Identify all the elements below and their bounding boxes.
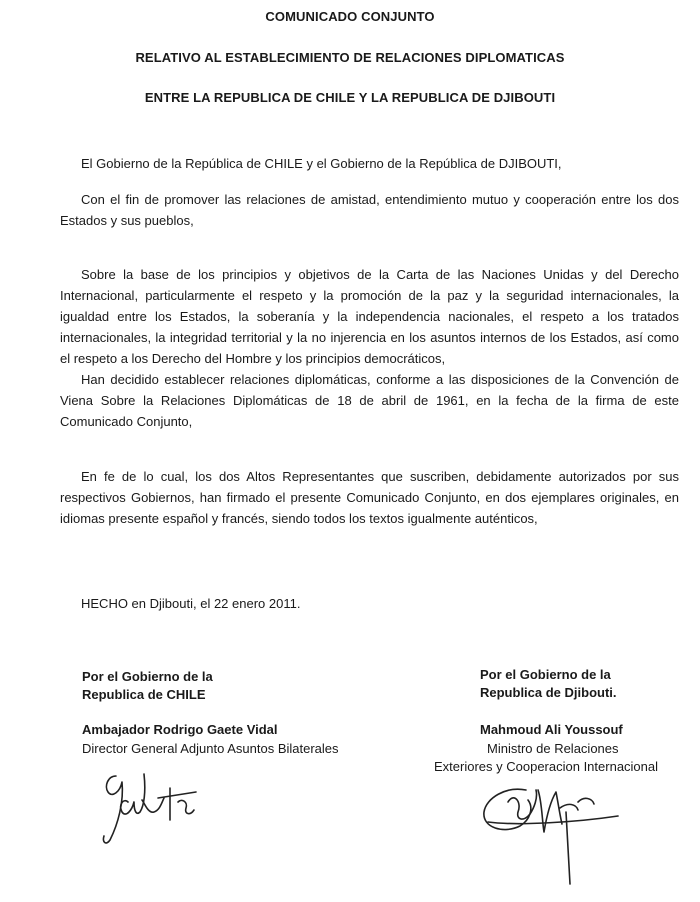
right-gov-line2: Republica de Djibouti. bbox=[480, 685, 617, 700]
header-title: COMUNICADO CONJUNTO bbox=[265, 9, 435, 24]
right-gov-line1: Por el Gobierno de la bbox=[480, 667, 611, 682]
header-parties: ENTRE LA REPUBLICA DE CHILE Y LA REPUBLICA DE DJIBOUTI bbox=[144, 90, 556, 105]
left-signature bbox=[98, 762, 218, 852]
header-subtitle: RELATIVO AL ESTABLECIMIENTO DE RELACIONES DIPLOMATICAS bbox=[135, 50, 565, 65]
right-signatory-name: Mahmoud Ali Youssouf bbox=[480, 722, 623, 737]
left-gov-line2: Republica de CHILE bbox=[82, 687, 206, 702]
paragraph-3: Sobre la base de los principios y objetivos de la Carta de las Naciones Unidas y del Derecho Internacional, particularmente el respeto y la promoción de la paz y la seguridad internacionales, la igualdad entre los Estados, la soberanía y la independencia nacionales, el respeto a los tratados internacionales, la integridad territorial y la no injerencia en los asuntos internos de los Estados, así como el respeto a los Derecho del Hombre y los principios democráticos, bbox=[60, 267, 679, 366]
right-signature bbox=[468, 772, 628, 892]
paragraph-1: El Gobierno de la República de CHILE y el Gobierno de la República de DJIBOUTI, bbox=[81, 156, 562, 171]
left-signatory-title: Director General Adjunto Asuntos Bilaterales bbox=[82, 741, 339, 756]
left-signatory-name: Ambajador Rodrigo Gaete Vidal bbox=[82, 722, 278, 737]
paragraph-5: En fe de lo cual, los dos Altos Representantes que suscriben, debidamente autorizados por sus respectivos Gobiernos, han firmado el presente Comunicado Conjunto, en dos ejemplares originales, en idiomas presente español y francés, siendo todos los textos igualmente auténticos, bbox=[60, 469, 679, 526]
left-gov-line1: Por el Gobierno de la bbox=[82, 669, 213, 684]
right-signatory-title-line2: Exteriores y Cooperacion Internacional bbox=[434, 759, 659, 774]
paragraph-4: Han decidido establecer relaciones diplomáticas, conforme a las disposiciones de la Convención de Viena Sobre la Relaciones Diplomáticas de 18 de abril de 1961, en la fecha de la firma de este Comunicado Conjunto, bbox=[60, 372, 679, 429]
paragraph-2: Con el fin de promover las relaciones de amistad, entendimiento mutuo y cooperación entre los dos Estados y sus pueblos, bbox=[60, 192, 679, 228]
place-date: HECHO en Djibouti, el 22 enero 2011. bbox=[81, 596, 301, 611]
right-signatory-title-line1: Ministro de Relaciones bbox=[487, 741, 619, 756]
